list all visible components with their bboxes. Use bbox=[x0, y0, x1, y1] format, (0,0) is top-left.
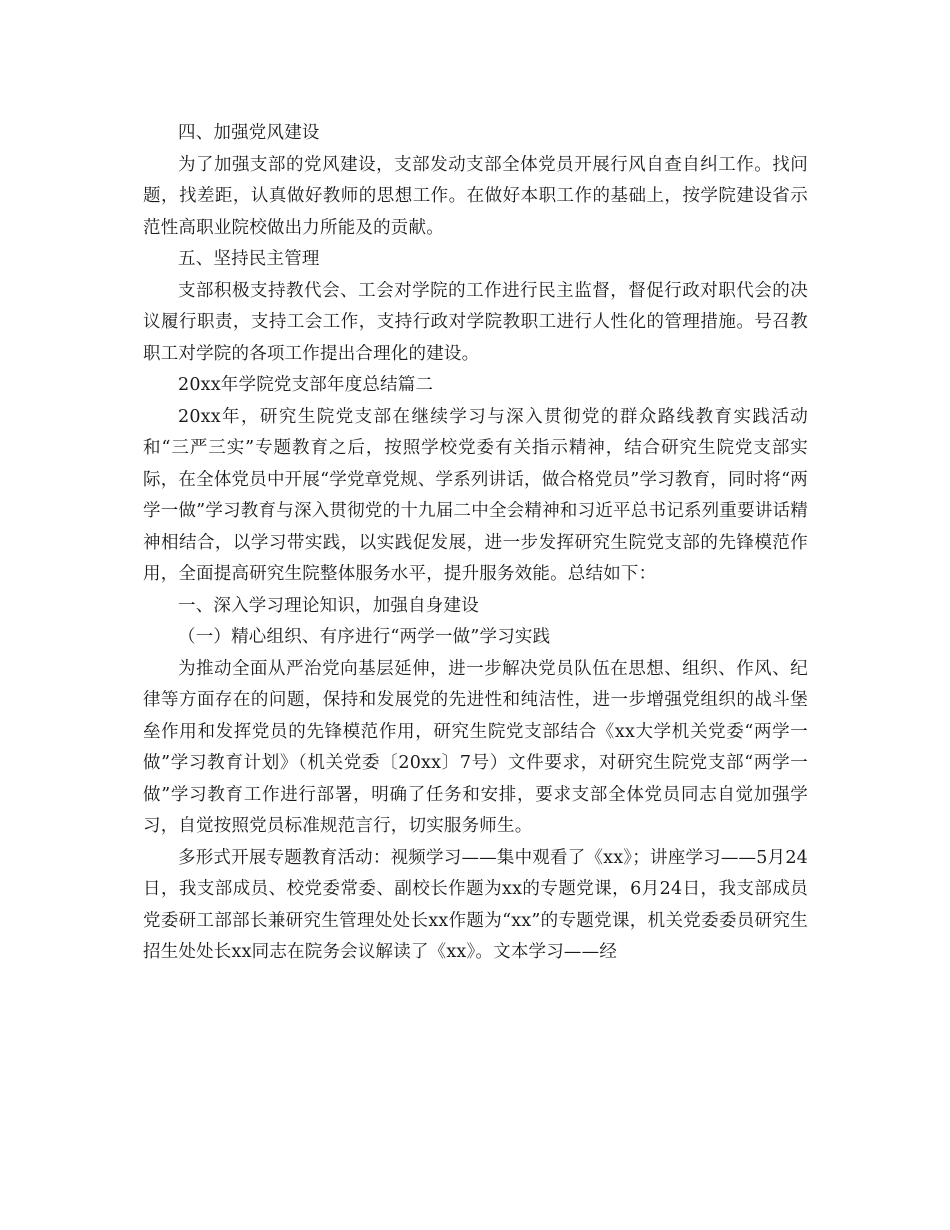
article-title: 20xx年学院党支部年度总结篇二 bbox=[178, 375, 434, 395]
paragraph-party-style: 为了加强支部的党风建设，支部发动支部全体党员开展行风自查自纠工作。找问题，找差距，认真做好教师的思想工作。在做好本职工作的基础上，按学院建设省示范性高职业院校做出力所能及的贡献。 bbox=[143, 154, 808, 238]
section-heading-party-style: 四、加强党风建设 bbox=[178, 123, 320, 143]
paragraph-intro: 20xx年，研究生院党支部在继续学习与深入贯彻党的群众路线教育实践活动和“三严三实”专题教育之后，按照学校党委有关指示精神，结合研究生院党支部实际，在全体党员中开展“学党章党规、学系列讲话，做合格党员”学习教育，同时将“两学一做”学习教育与深入贯彻党的十九届二中全会精神和习近平总书记系列重要讲话精神相结合，以学习带实践，以实践促发展，进一步发挥研究生院党支部的先锋模范作用，全面提高研究生院整体服务水平，提升服务效能。总结如下： bbox=[143, 406, 808, 584]
paragraph-two-studies: 为推动全面从严治党向基层延伸，进一步解决党员队伍在思想、组织、作风、纪律等方面存在的问题，保持和发展党的先进性和纯洁性，进一步增强党组织的战斗堡垒作用和发挥党员的先锋模范作用，研究生院党支部结合《xx大学机关党委“两学一做”学习教育计划》（机关党委〔20xx〕7号）文件要求，对研究生院党支部“两学一做”学习教育工作进行部署，明确了任务和安排，要求支部全体党员同志自觉加强学习，自觉按照党员标准规范言行，切实服务师生。 bbox=[143, 658, 808, 836]
paragraph-activities: 多形式开展专题教育活动：视频学习——集中观看了《xx》；讲座学习——5月24日，我支部成员、校党委常委、副校长作题为xx的专题党课，6月24日，我支部成员党委研工部部长兼研究生管理处处长xx作题为“xx”的专题党课，机关党委委员研究生招生处处长xx同志在院务会议解读了《xx》。文本学习——经 bbox=[143, 847, 808, 962]
section-heading-democratic-management: 五、坚持民主管理 bbox=[178, 249, 320, 269]
section-heading-theory-study: 一、深入学习理论知识，加强自身建设 bbox=[178, 595, 479, 616]
document-body bbox=[143, 118, 808, 969]
subsection-heading-two-studies: （一）精心组织、有序进行“两学一做”学习实践 bbox=[178, 627, 551, 647]
paragraph-democratic-management: 支部积极支持教代会、工会对学院的工作进行民主监督，督促行政对职代会的决议履行职责，支持工会工作，支持行政对学院教职工进行人性化的管理措施。号召教职工对学院的各项工作提出合理化的建设。 bbox=[143, 280, 808, 364]
